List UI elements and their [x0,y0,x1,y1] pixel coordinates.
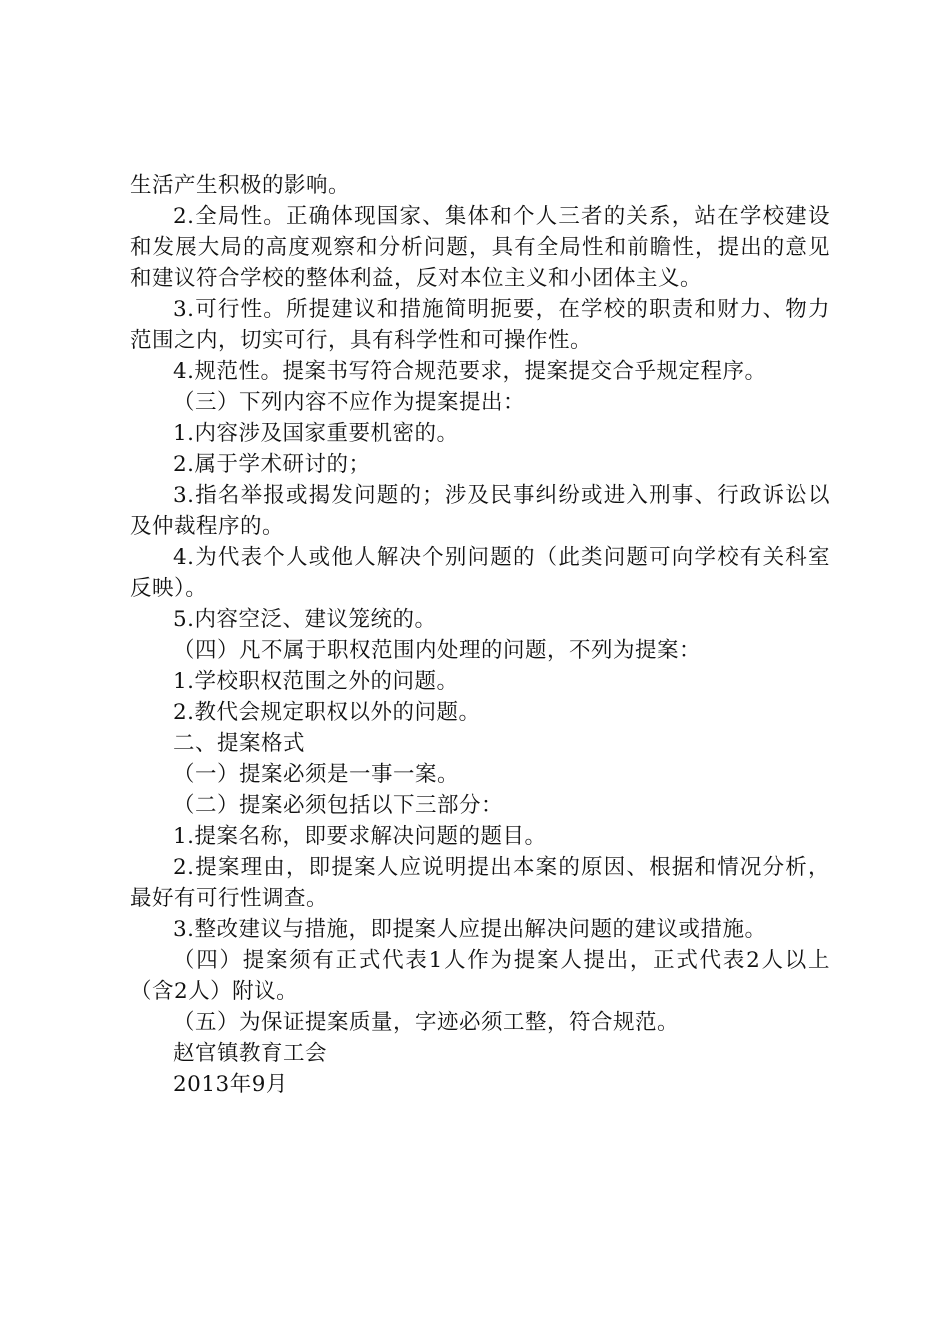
paragraph: （一）提案必须是一事一案。 [173,762,460,787]
paragraph: 3.整改建议与措施，即提案人应提出解决问题的建议或措施。 [173,917,767,942]
signature-organization: 赵官镇教育工会 [173,1041,328,1066]
paragraph: 1.学校职权范围之外的问题。 [173,669,459,694]
paragraph: （二）提案必须包括以下三部分： [173,793,504,818]
paragraph: （四）凡不属于职权范围内处理的问题，不列为提案： [173,638,702,663]
signature-date: 2013年9月 [173,1072,288,1097]
paragraph: 3.指名举报或揭发问题的；涉及民事纠纷或进入刑事、行政诉讼以及仲裁程序的。 [130,483,830,539]
paragraph: 1.提案名称，即要求解决问题的题目。 [173,824,547,849]
paragraph: 3.可行性。所提建议和措施简明扼要，在学校的职责和财力、物力范围之内，切实可行，具有科学性和可操作性。 [130,297,830,353]
paragraph: （五）为保证提案质量，字迹必须工整，符合规范。 [173,1010,680,1035]
section-heading: 二、提案格式 [173,731,306,756]
paragraph: 2.提案理由，即提案人应说明提出本案的原因、根据和情况分析，最好有可行性调查。 [130,855,830,911]
paragraph: 2.教代会规定职权以外的问题。 [173,700,481,725]
paragraph: 4.规范性。提案书写符合规范要求，提案提交合乎规定程序。 [173,359,767,384]
paragraph: 2.全局性。正确体现国家、集体和个人三者的关系，站在学校建设和发展大局的高度观察和分析问题，具有全局性和前瞻性，提出的意见和建议符合学校的整体利益，反对本位主义和小团体主义。 [130,204,830,291]
paragraph: 5.内容空泛、建议笼统的。 [173,607,437,632]
paragraph: 2.属于学术研讨的； [173,452,371,477]
paragraph: 4.为代表个人或他人解决个别问题的（此类问题可向学校有关科室反映）。 [130,545,830,601]
paragraph: （四）提案须有正式代表1人作为提案人提出，正式代表2人以上（含2人）附议。 [130,948,830,1004]
paragraph: 1.内容涉及国家重要机密的。 [173,421,459,446]
paragraph: （三）下列内容不应作为提案提出： [173,390,526,415]
document-body [130,170,830,1100]
paragraph: 生活产生积极的影响。 [130,173,351,198]
